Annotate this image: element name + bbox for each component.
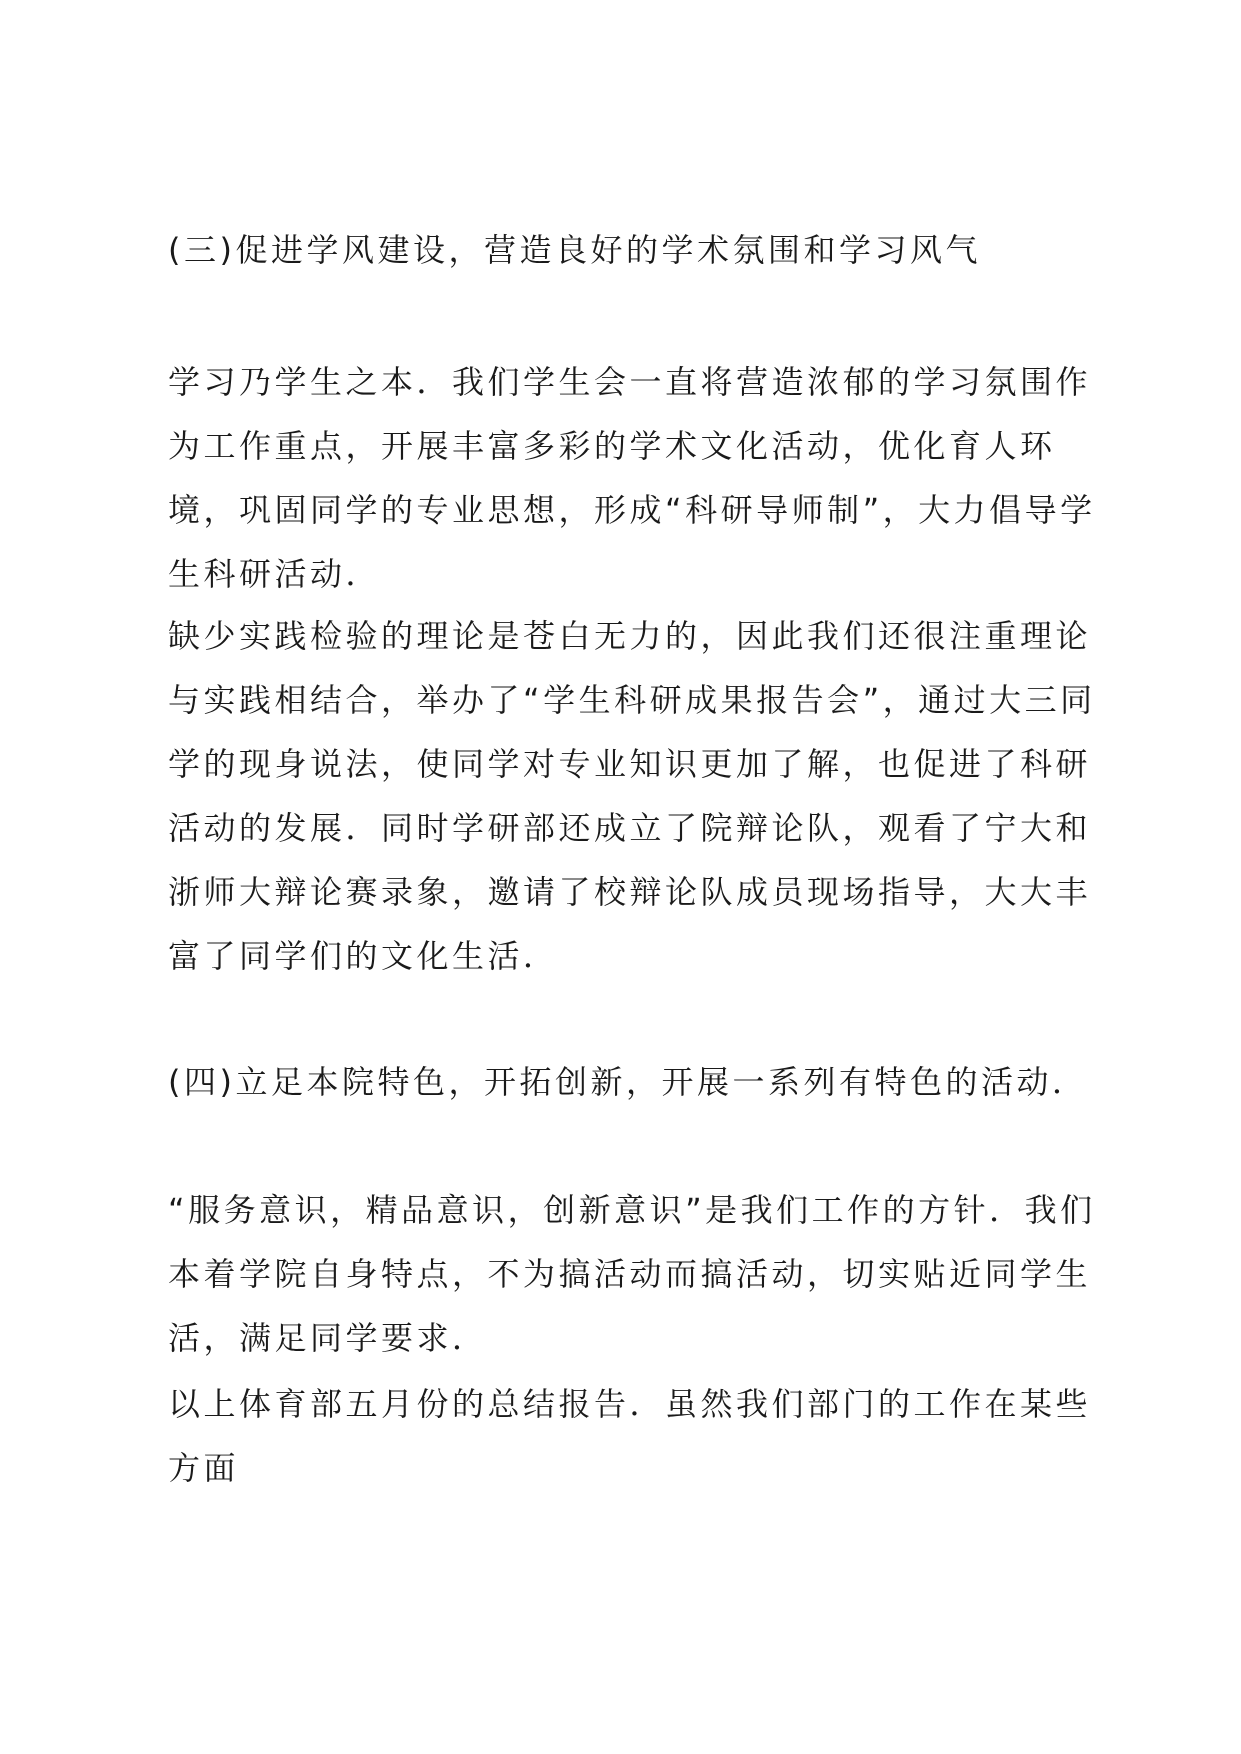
section-heading-3: (三)促进学风建设，营造良好的学术氛围和学习风气 [168, 231, 981, 269]
paragraph-practice: 缺少实践检验的理论是苍白无力的，因此我们还很注重理论与实践相结合，举办了“学生科研成果报告会”，通过大三同学的现身说法，使同学对专业知识更加了解，也促进了科研活动的发展．同时学研部还成立了院辩论队，观看了宁大和浙师大辩论赛录象，邀请了校辩论队成员现场指导，大大丰富了同学们的文化生活． [168, 617, 1096, 975]
paragraph-study: 学习乃学生之本．我们学生会一直将营造浓郁的学习氛围作为工作重点，开展丰富多彩的学术文化活动，优化育人环境，巩固同学的专业思想，形成“科研导师制”，大力倡导学生科研活动． [168, 363, 1096, 593]
paragraph-summary: 以上体育部五月份的总结报告．虽然我们部门的工作在某些方面 [168, 1385, 1092, 1487]
section-heading-4: (四)立足本院特色，开拓创新，开展一系列有特色的活动． [168, 1063, 1088, 1101]
paragraph-service: “服务意识，精品意识，创新意识”是我们工作的方针．我们本着学院自身特点，不为搞活动而搞活动，切实贴近同学生活，满足同学要求． [168, 1191, 1096, 1357]
